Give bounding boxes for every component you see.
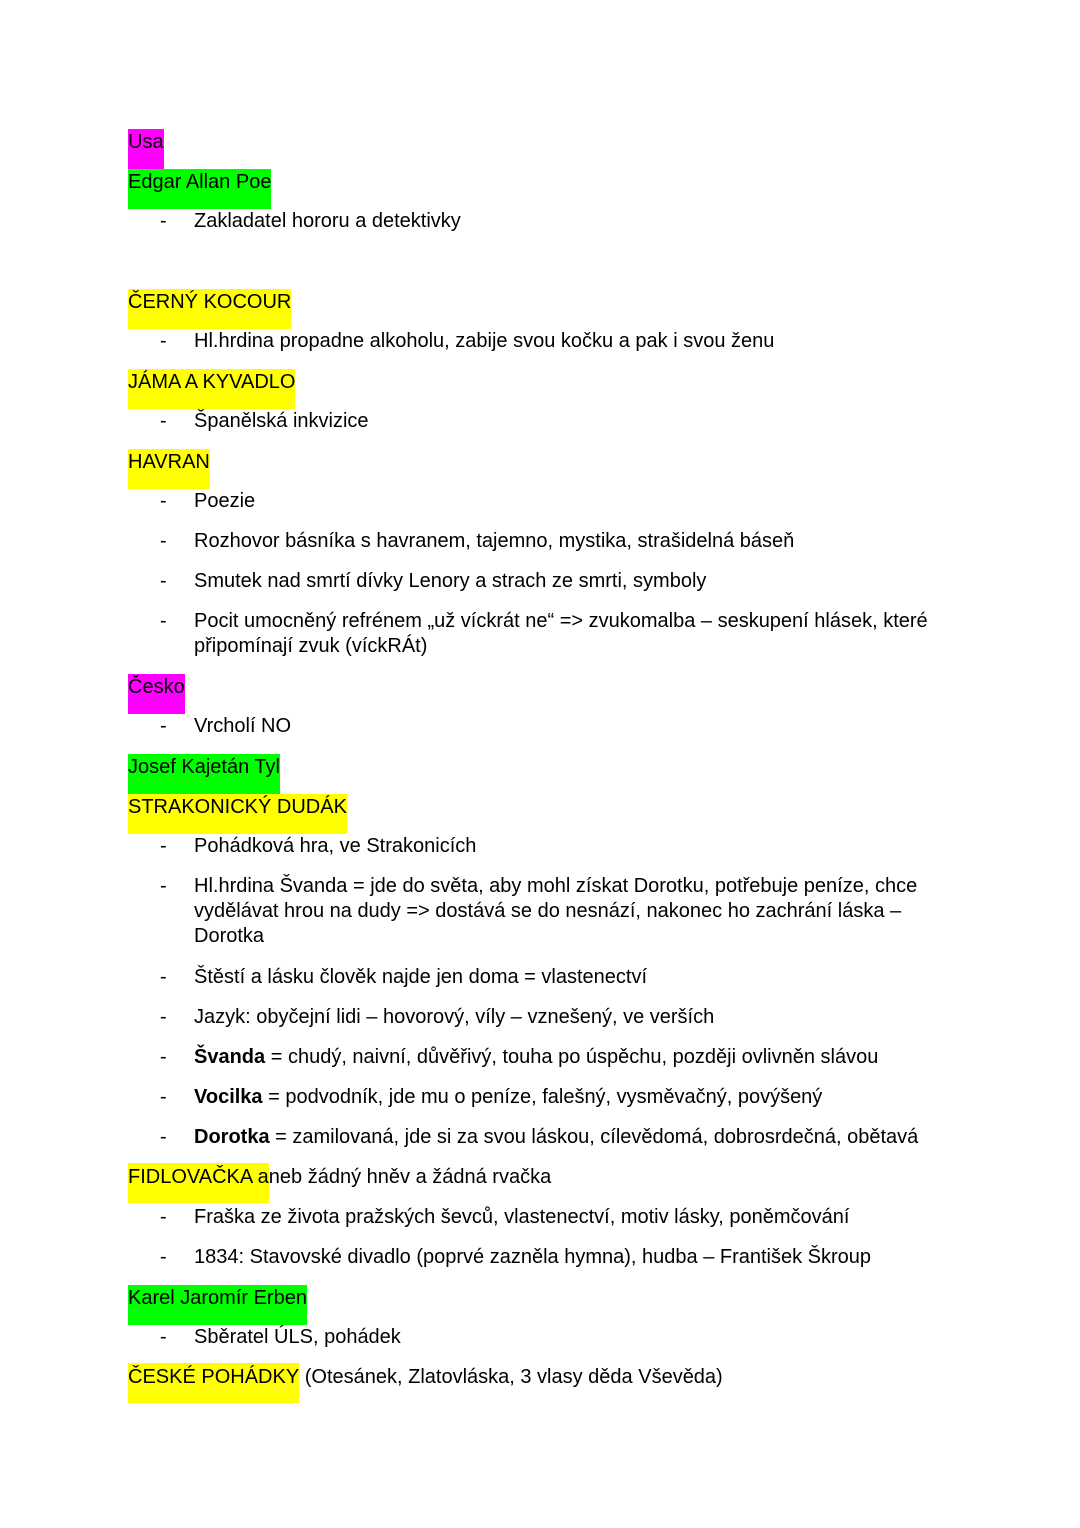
list-item-text: [194, 1085, 930, 1110]
bullet-dash: -: [160, 570, 167, 592]
work-strakonicky-dudak: [128, 793, 347, 833]
character-vocilka: Vocilka: [194, 1086, 263, 1108]
bullet-dash: -: [160, 1246, 167, 1268]
list-item-text: Rozhovor básníka s havranem, tajemno, mystika, strašidelná báseň: [194, 530, 795, 552]
work-dudak-text: STRAKONICKÝ DUDÁK: [128, 794, 347, 834]
bullet-dash: -: [160, 1206, 167, 1228]
work-cerny-kocour-text: ČERNÝ KOCOUR: [128, 289, 291, 329]
list-item: [160, 209, 930, 234]
list-item: [160, 329, 930, 354]
bullet-dash: -: [160, 1006, 167, 1028]
character-dorotka-desc: = zamilovaná, jde si za svou láskou, cílevědomá, dobrosrdečná, obětavá: [269, 1126, 919, 1148]
bullet-dash: -: [160, 330, 167, 352]
bullet-dash: -: [160, 1126, 167, 1148]
list-item-text: Španělská inkvizice: [194, 410, 369, 432]
work-jama-text: JÁMA A KYVADLO: [128, 369, 295, 409]
list-item-text: Štěstí a lásku člověk najde jen doma = vlastenectví: [194, 966, 648, 988]
bullet-dash: -: [160, 610, 167, 632]
bullet-dash: -: [160, 530, 167, 552]
list-item-text: [194, 1045, 930, 1070]
list-item: [160, 1045, 930, 1070]
bullet-dash: -: [160, 966, 167, 988]
list-item-text: Poezie: [194, 490, 256, 512]
work-ceske-pohadky: [128, 1363, 723, 1403]
list-item: [160, 489, 930, 514]
work-cerny-kocour: [128, 288, 291, 328]
character-svanda-desc: = chudý, naivní, důvěřivý, touha po úspěchu, později ovlivněn slávou: [265, 1046, 879, 1068]
work-pohadky-rest: (Otesánek, Zlatovláska, 3 vlasy děda Vševěda): [299, 1366, 723, 1388]
author-erben: [128, 1284, 307, 1324]
work-jama-a-kyvadlo: [128, 368, 295, 408]
list-item: [160, 965, 930, 990]
work-fidlovacka-mark: FIDLOVAČKA a: [128, 1163, 269, 1203]
author-poe-text: Edgar Allan Poe: [128, 169, 271, 209]
bullet-dash: -: [160, 490, 167, 512]
list-item-text: 1834: Stavovské divadlo (poprvé zazněla hymna), hudba – František Škroup: [194, 1246, 872, 1268]
author-tyl-text: Josef Kajetán Tyl: [128, 754, 280, 794]
heading-usa-text: Usa: [128, 129, 164, 169]
list-item: [160, 569, 930, 594]
heading-cesko: [128, 673, 185, 713]
character-svanda: Švanda: [194, 1046, 266, 1068]
list-item: [160, 1205, 930, 1230]
author-poe: [128, 168, 271, 208]
list-item-text: Hl.hrdina Švanda = jde do světa, aby mohl získat Dorotku, potřebuje peníze, chce vydělávat hrou na dudy => dostává se do nesnází, nakonec ho zachrání láska – Dorotka: [194, 875, 918, 947]
work-pohadky-mark: ČESKÉ POHÁDKY: [128, 1363, 299, 1403]
bullet-dash: -: [160, 835, 167, 857]
list-item-text: Sběratel ÚLS, pohádek: [194, 1326, 401, 1348]
work-havran: [128, 448, 210, 488]
work-havran-text: HAVRAN: [128, 449, 210, 489]
list-item: [160, 1325, 930, 1350]
list-item-text: Smutek nad smrtí dívky Lenory a strach ze smrti, symboly: [194, 570, 707, 592]
work-fidlovacka: [128, 1163, 551, 1203]
list-item: [160, 409, 930, 434]
list-item: [160, 529, 930, 554]
list-item: [160, 1085, 930, 1110]
list-item: [160, 874, 930, 949]
bullet-dash: -: [160, 1046, 167, 1068]
author-erben-text: Karel Jaromír Erben: [128, 1285, 307, 1325]
author-tyl: [128, 753, 280, 793]
work-fidlovacka-rest: neb žádný hněv a žádná rvačka: [268, 1166, 552, 1188]
list-item: [160, 1125, 930, 1150]
list-item: [160, 1245, 930, 1270]
bullet-dash: -: [160, 1086, 167, 1108]
character-vocilka-desc: = podvodník, jde mu o peníze, falešný, vysměvačný, povýšený: [262, 1086, 823, 1108]
list-item: [160, 834, 930, 859]
bullet-dash: -: [160, 1326, 167, 1348]
list-item: [160, 609, 930, 659]
list-item: [160, 714, 930, 739]
list-item-text: Jazyk: obyčejní lidi – hovorový, víly – vznešený, ve verších: [194, 1006, 715, 1028]
bullet-dash: -: [160, 210, 167, 232]
bullet-dash: -: [160, 875, 167, 897]
list-item-text: [194, 1125, 930, 1150]
character-dorotka: Dorotka: [194, 1126, 270, 1148]
list-item-text: Pocit umocněný refrénem „už víckrát ne“ => zvukomalba – seskupení hlásek, které připomínají zvuk (víckRÁt): [194, 610, 928, 657]
bullet-dash: -: [160, 715, 167, 737]
heading-cesko-text: Česko: [128, 674, 185, 714]
list-item-text: Hl.hrdina propadne alkoholu, zabije svou kočku a pak i svou ženu: [194, 330, 775, 352]
list-item-text: Zakladatel hororu a detektivky: [194, 210, 461, 232]
list-item-text: Pohádková hra, ve Strakonicích: [194, 835, 477, 857]
list-item-text: Vrcholí NO: [194, 715, 292, 737]
list-item: [160, 1005, 930, 1030]
list-item-text: Fraška ze života pražských ševců, vlastenectví, motiv lásky, poněmčování: [194, 1206, 850, 1228]
bullet-dash: -: [160, 410, 167, 432]
heading-usa: [128, 128, 164, 168]
